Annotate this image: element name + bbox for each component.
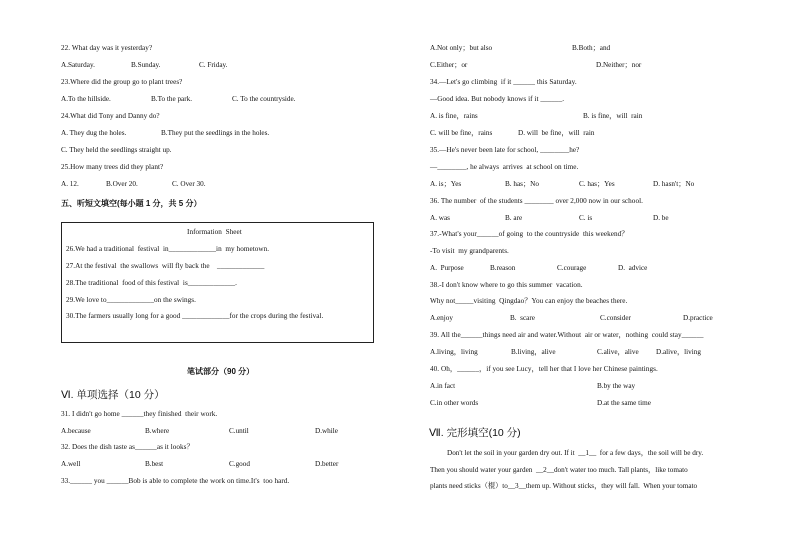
q40-stem: 40. Oh，______，if you see Lucy，tell her that I love her Chinese paintings. (430, 365, 658, 373)
information-sheet-title: Information Sheet (187, 228, 242, 236)
q22-stem: 22. What day was it yesterday? (61, 44, 153, 52)
q25-stem: 25.How many trees did they plant? (61, 163, 164, 171)
q35-option-b: B. has；No (505, 180, 539, 188)
q37-option-d: D. advice (618, 264, 648, 272)
q33-option-d: D.Neither；nor (596, 61, 642, 69)
q32-option-c: C.good (229, 460, 250, 468)
cloze-line-3: plants need sticks（棍）to__3__them up. Without sticks，they will fall. When your tomato (430, 482, 698, 490)
info-line-28: 28.The traditional food of this festival is_____________. (66, 279, 238, 287)
q22-option-a: A.Saturday. (61, 61, 95, 69)
q34-option-a: A. is fine，rains (430, 112, 478, 120)
q38-option-c: C.consider (600, 314, 631, 322)
written-part-title: 笔试部分（90 分） (187, 367, 255, 376)
q39-stem: 39. All the______things need air and water.Without air or water，nothing could stay______ (430, 331, 704, 339)
q39-option-a: A.living，living (430, 348, 478, 356)
q36-option-c: C. is (579, 214, 593, 222)
q32-stem: 32. Does the dish taste as______as it looks？ (61, 443, 194, 451)
q34-stem-2: —Good idea. But nobody knows if it ______. (430, 95, 565, 103)
q36-stem: 36. The number of the students ________ over 2,000 now in our school. (430, 197, 643, 205)
q22-option-b: B.Sunday. (131, 61, 161, 69)
cloze-line-1: Don't let the soil in your garden dry out. If it __1__ for a few days，the soil will be dry. (447, 449, 704, 457)
q24-option-b: B.They put the seedlings in the holes. (161, 129, 270, 137)
q35-option-d: D. hasn't；No (653, 180, 695, 188)
q24-option-c: C. They held the seedlings straight up. (61, 146, 172, 154)
q36-option-b: B. are (505, 214, 523, 222)
cloze-line-2: Then you should water your garden __2__don't water too much. Tall plants，like tomato (430, 466, 688, 474)
q40-option-a: A.in fact (430, 382, 456, 390)
q31-option-c: C.until (229, 427, 249, 435)
q24-option-a: A. They dug the holes. (61, 129, 127, 137)
q35-stem-2: —________, he always arrives at school on time. (430, 163, 579, 171)
q32-option-d: D.better (315, 460, 339, 468)
q25-option-a: A. 12. (61, 180, 79, 188)
q23-option-a: A.To the hillside. (61, 95, 111, 103)
q37-option-a: A. Purpose (430, 264, 464, 272)
q37-option-c: C.courage (557, 264, 587, 272)
info-line-29: 29.We love to_____________on the swings. (66, 296, 196, 304)
q32-option-a: A.well (61, 460, 81, 468)
section5-title: 五、听短文填空(每小题 1 分，共 5 分） (61, 199, 202, 208)
q25-option-b: B.Over 20. (106, 180, 138, 188)
section7-title: Ⅶ. 完形填空(10 分) (429, 427, 521, 439)
q31-option-b: B.where (145, 427, 170, 435)
q31-option-d: D.while (315, 427, 338, 435)
q40-option-d: D.at the same time (597, 399, 651, 407)
q39-option-c: C.alive，alive (597, 348, 639, 356)
q31-stem: 31. I didn't go home ______they finished their work. (61, 410, 218, 418)
q33-option-c: C.Either；or (430, 61, 468, 69)
q32-option-b: B.best (145, 460, 164, 468)
q25-option-c: C. Over 30. (172, 180, 206, 188)
q33-option-b: B.Both；and (572, 44, 611, 52)
q40-option-c: C.in other words (430, 399, 479, 407)
q36-option-d: D. be (653, 214, 669, 222)
q40-option-b: B.by the way (597, 382, 636, 390)
q39-option-d: D.alive，living (656, 348, 701, 356)
q34-option-b: B. is fine，will rain (583, 112, 643, 120)
q34-option-d: D. will be fine，will rain (518, 129, 595, 137)
q23-option-c: C. To the countryside. (232, 95, 296, 103)
q35-option-a: A. is；Yes (430, 180, 462, 188)
section6-title: Ⅵ. 单项选择（10 分） (61, 389, 165, 401)
q37-option-b: B.reason (490, 264, 516, 272)
info-line-27: 27.At the festival the swallows will fly back the _____________ (66, 262, 265, 270)
q33-option-a: A.Not only；but also (430, 44, 493, 52)
q37-stem-1: 37.-What's your______of going to the countryside this weekend？ (430, 230, 629, 238)
q31-option-a: A.because (61, 427, 91, 435)
q33-stem: 33.______ you ______Bob is able to complete the work on time.It's too hard. (61, 477, 290, 485)
info-line-26: 26.We had a traditional festival in_____________in my hometown. (66, 245, 270, 253)
q24-stem: 24.What did Tony and Danny do? (61, 112, 160, 120)
q38-stem-1: 38.-I don't know where to go this summer vacation. (430, 281, 583, 289)
q38-option-d: D.practice (683, 314, 713, 322)
q36-option-a: A. was (430, 214, 450, 222)
q39-option-b: B.living，alive (511, 348, 556, 356)
q38-option-a: A.enjoy (430, 314, 453, 322)
q22-option-c: C. Friday. (199, 61, 228, 69)
q38-stem-2: Why not_____visiting Qingdao？You can enjoy the beaches there. (430, 297, 628, 305)
q34-option-c: C. will be fine，rains (430, 129, 493, 137)
q23-option-b: B.To the park. (151, 95, 193, 103)
info-line-30: 30.The farmers usually long for a good _____________for the crops during the festival. (66, 312, 324, 320)
q35-option-c: C. has；Yes (579, 180, 615, 188)
q35-stem-1: 35.—He's never been late for school, ________he? (430, 146, 580, 154)
q38-option-b: B. scare (510, 314, 535, 322)
q23-stem: 23.Where did the group go to plant trees? (61, 78, 183, 86)
q34-stem-1: 34.—Let's go climbing if it ______ this Saturday. (430, 78, 577, 86)
q37-stem-2: -To visit my grandparents. (430, 247, 509, 255)
